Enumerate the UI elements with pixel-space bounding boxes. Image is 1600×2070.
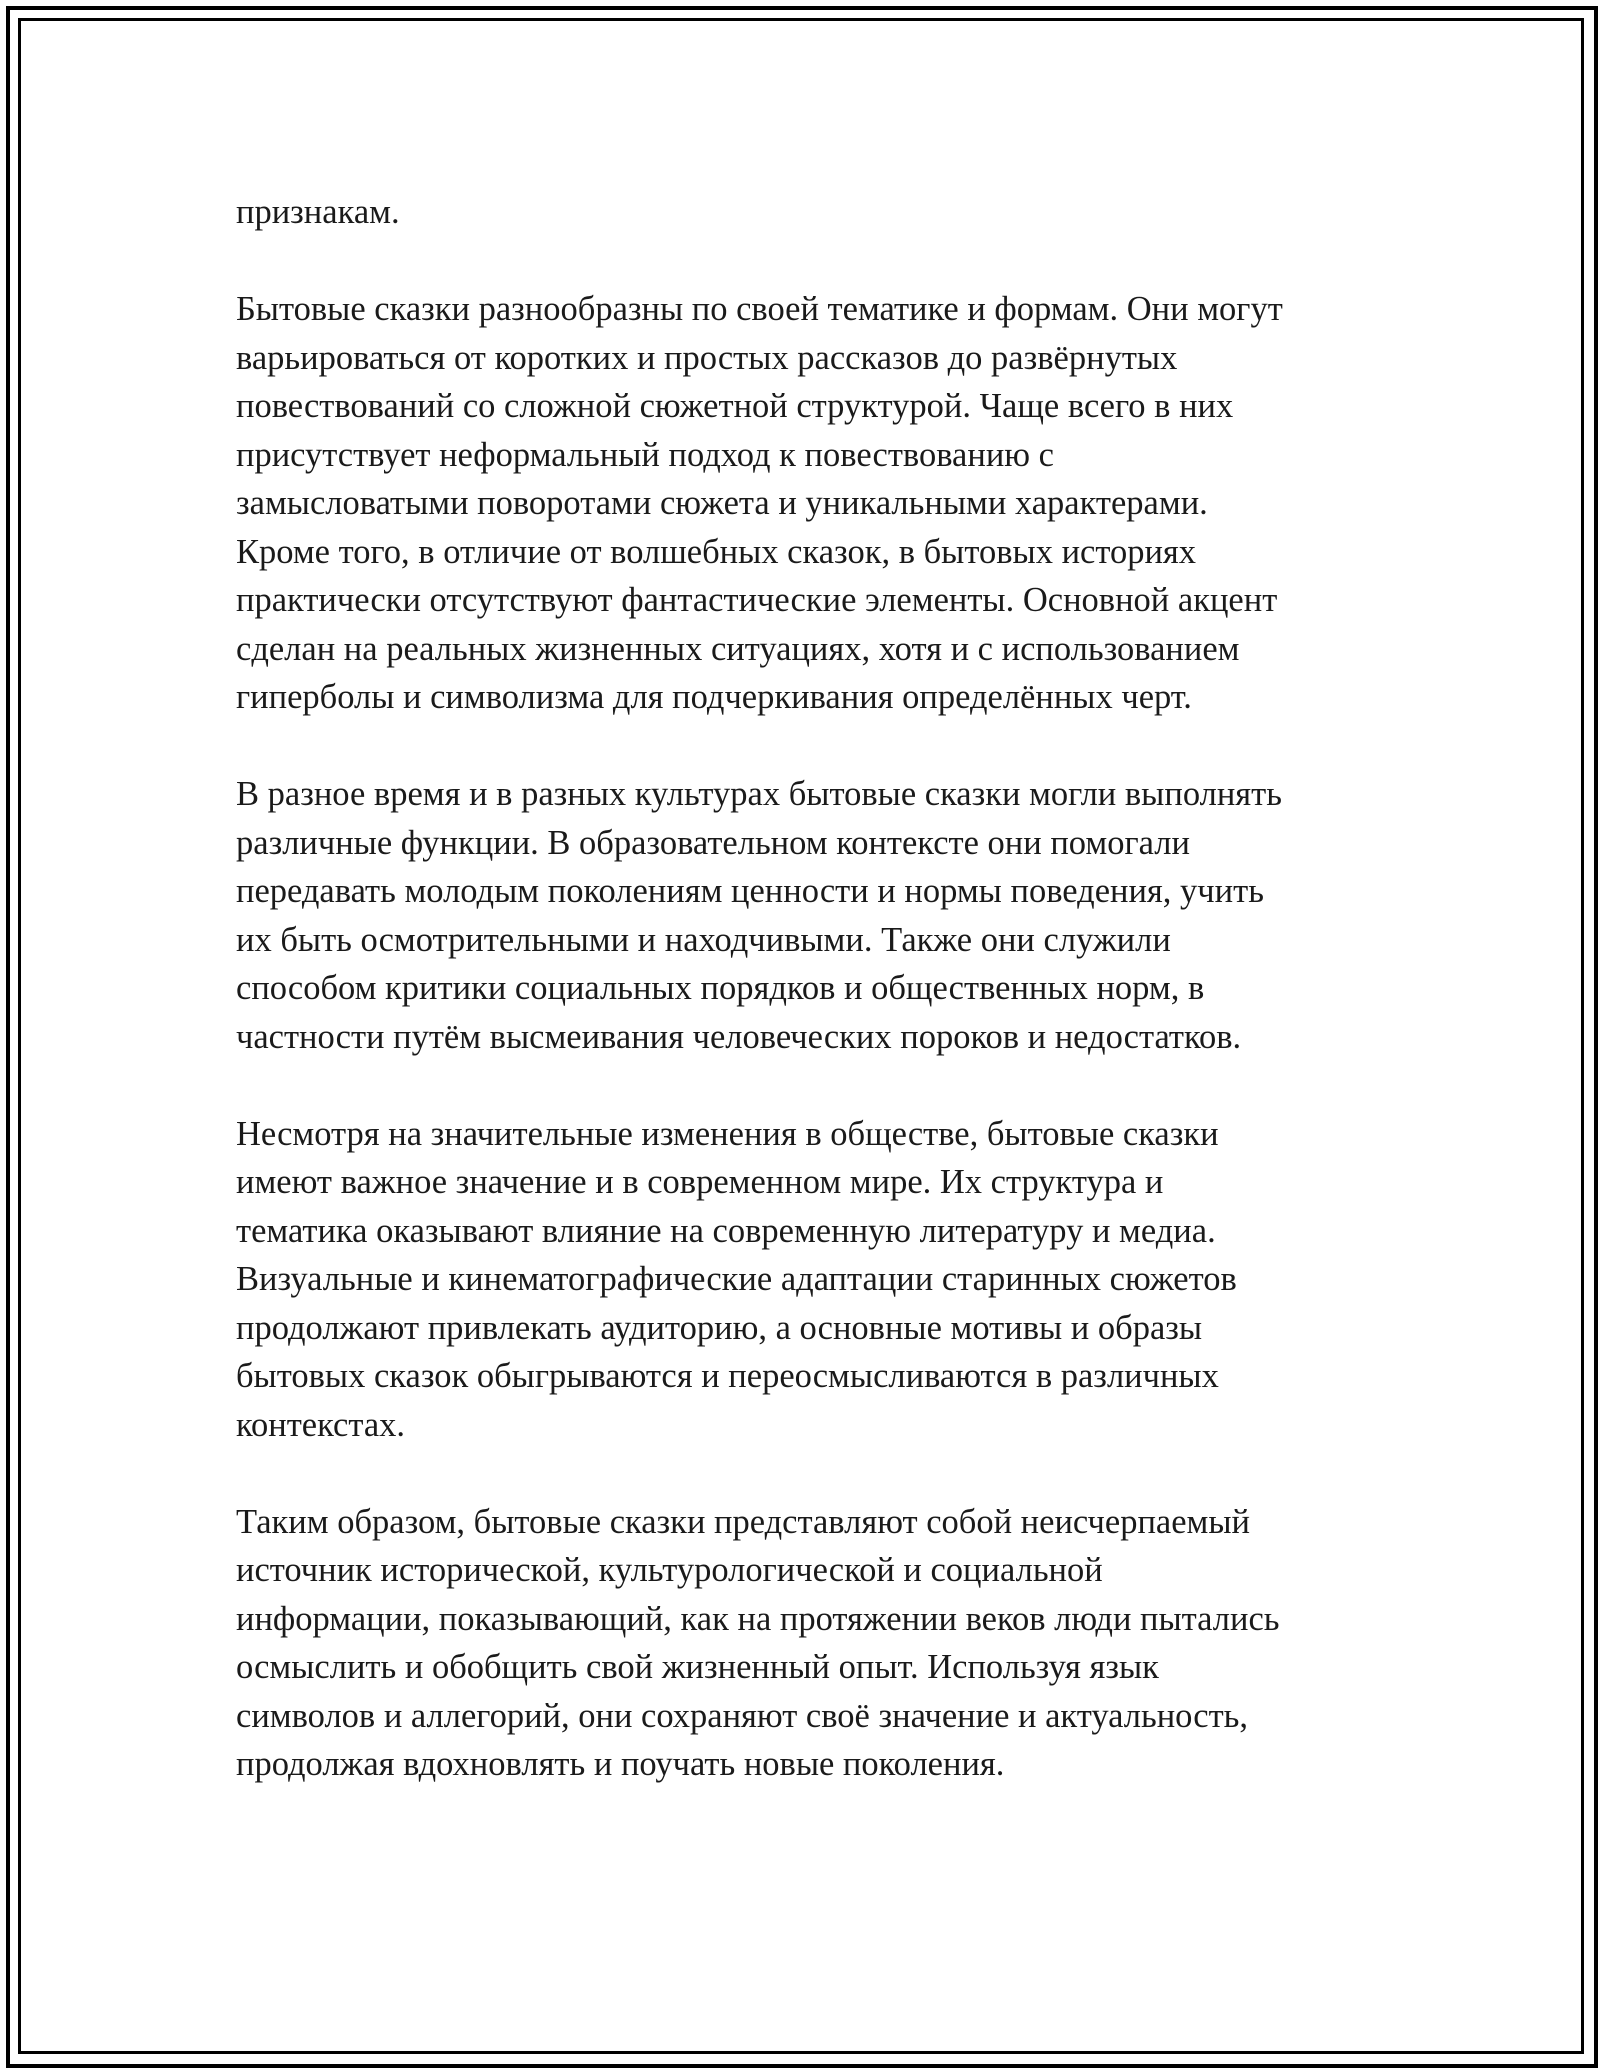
text-line: их быть осмотрительными и находчивыми. Также они служили <box>236 920 1171 959</box>
text-line: сделан на реальных жизненных ситуациях, хотя и с использованием <box>236 629 1240 668</box>
paragraph-4 <box>236 1110 1396 1450</box>
text-line: передавать молодым поколениям ценности и нормы поведения, учить <box>236 872 1264 910</box>
text-line: повествований со сложной сюжетной структурой. Чаще всего в них <box>236 387 1234 425</box>
text-line: Бытовые сказки разнообразны по своей тематике и формам. Они могут <box>236 290 1283 328</box>
text-line: бытовых сказок обыгрываются и переосмысливаются в различных <box>236 1357 1219 1395</box>
text-line: присутствует неформальный подход к повествованию с <box>236 435 1054 474</box>
text-line: способом критики социальных порядков и общественных норм, в <box>236 969 1205 1007</box>
text-line: информации, показывающий, как на протяжении веков люди пытались <box>236 1599 1280 1638</box>
document-body <box>236 188 1396 1837</box>
text-line: символов и аллегорий, они сохраняют своё значение и актуальность, <box>236 1696 1249 1735</box>
text-line: различные функции. В образовательном контексте они помогали <box>236 823 1190 862</box>
paragraph-3 <box>236 770 1396 1061</box>
text-line: Несмотря на значительные изменения в обществе, бытовые сказки <box>236 1114 1219 1153</box>
text-line: источник исторической, культурологической и социальной <box>236 1551 1103 1589</box>
text-line: продолжают привлекать аудиторию, а основные мотивы и образы <box>236 1308 1203 1347</box>
text-line: осмыслить и обобщить свой жизненный опыт. Используя язык <box>236 1648 1159 1686</box>
text-line: варьироваться от коротких и простых рассказов до развёрнутых <box>236 338 1178 377</box>
paragraph-5 <box>236 1498 1396 1789</box>
text-line: гиперболы и символизма для подчеркивания определённых черт. <box>236 678 1192 716</box>
text-line: Таким образом, бытовые сказки представляют собой неисчерпаемый <box>236 1502 1251 1541</box>
text-line: Кроме того, в отличие от волшебных сказок, в бытовых историях <box>236 532 1197 571</box>
text-line: признакам. <box>236 193 400 231</box>
text-line: В разное время и в разных культурах бытовые сказки могли выполнять <box>236 775 1282 813</box>
paragraph-2 <box>236 285 1396 722</box>
paragraph-1 <box>236 188 1396 237</box>
text-line: имеют важное значение и в современном мире. Их структура и <box>236 1163 1164 1201</box>
text-line: Визуальные и кинематографические адаптации старинных сюжетов <box>236 1260 1237 1298</box>
text-line: частности путём высмеивания человеческих пороков и недостатков. <box>236 1017 1242 1056</box>
text-line: продолжая вдохновлять и поучать новые поколения. <box>236 1745 1005 1783</box>
text-line: контекстах. <box>236 1405 406 1444</box>
text-line: тематика оказывают влияние на современную литературу и медиа. <box>236 1211 1216 1250</box>
text-line: замысловатыми поворотами сюжета и уникальными характерами. <box>236 484 1208 522</box>
text-line: практически отсутствуют фантастические элементы. Основной акцент <box>236 581 1278 619</box>
